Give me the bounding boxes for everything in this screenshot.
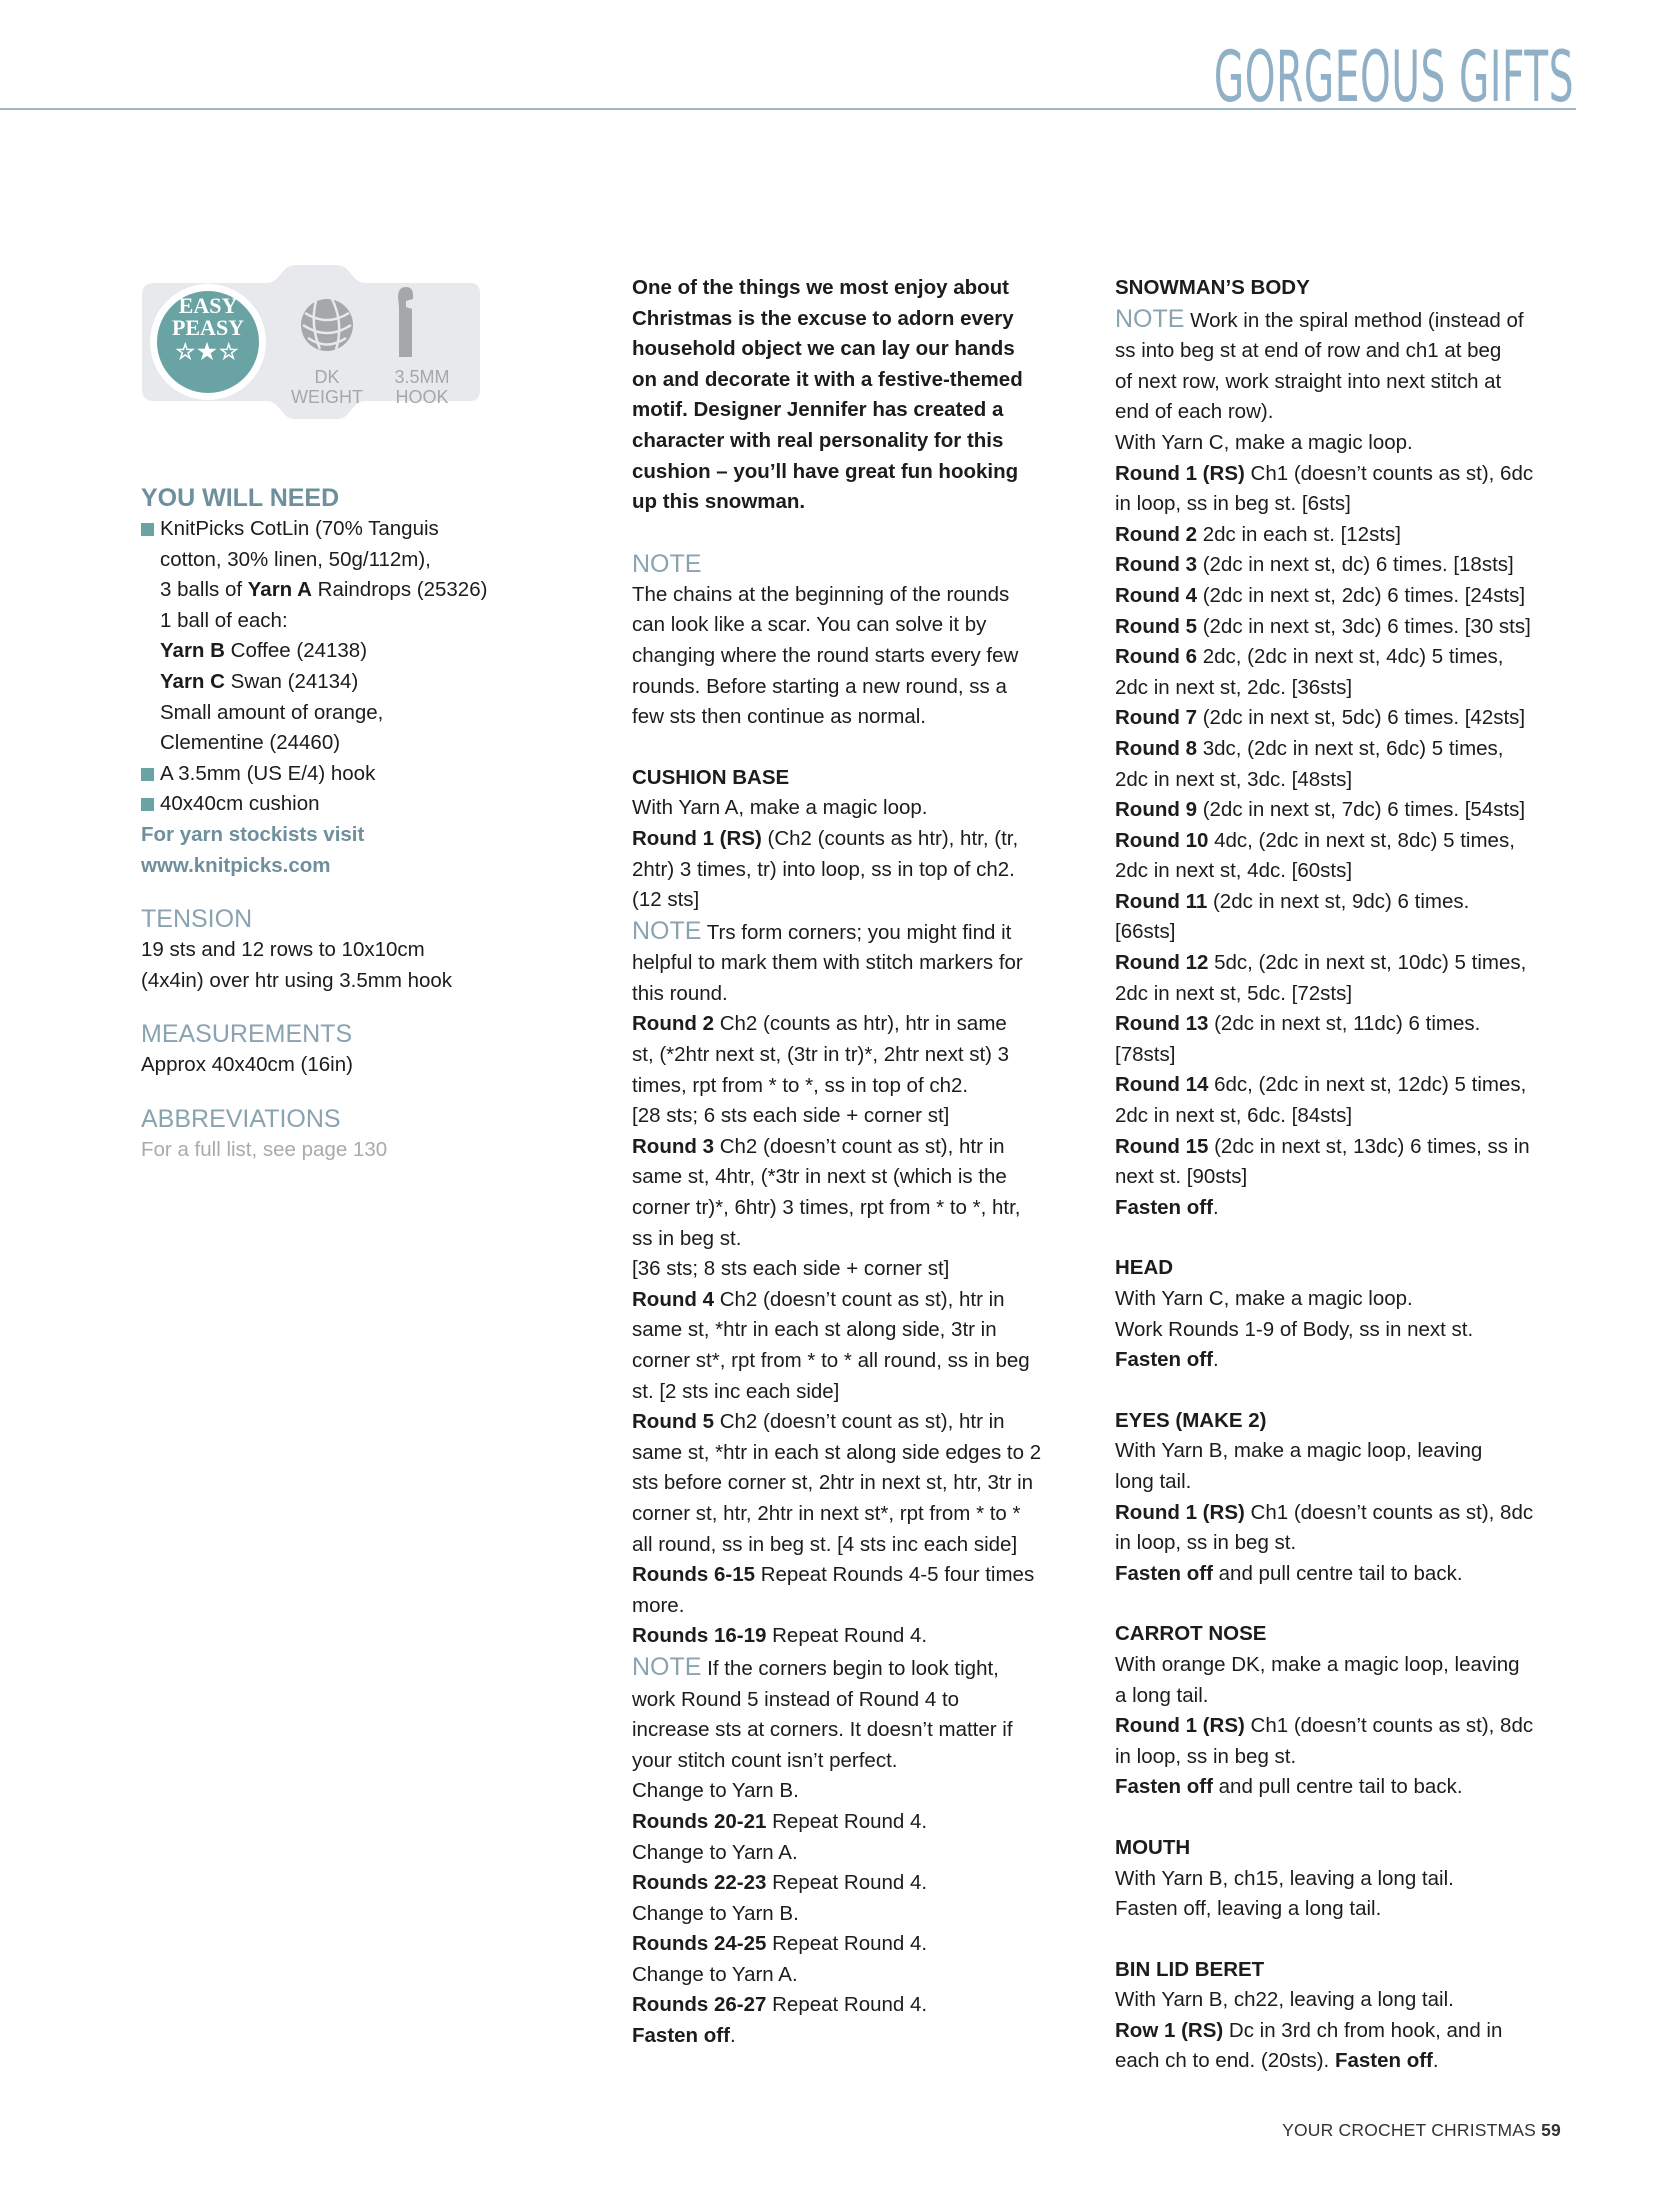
- instruction-line: With Yarn C, make a magic loop.: [1115, 1287, 1413, 1310]
- tension-heading: TENSION: [141, 905, 253, 934]
- instruction-line: Round 11 (2dc in next st, 9dc) 6 times.: [1115, 889, 1470, 913]
- instruction-line: Fasten off.: [1115, 1348, 1219, 1372]
- instruction-line: this round.: [632, 981, 728, 1005]
- instruction-line: With Yarn B, ch15, leaving a long tail.: [1115, 1866, 1454, 1890]
- instruction-line: Round 15 (2dc in next st, 13dc) 6 times, ss in: [1115, 1134, 1530, 1158]
- instruction-line: 2htr) 3 times, tr) into loop, ss in top of ch2.: [632, 857, 1015, 881]
- stockists-note: For yarn stockists visit: [141, 822, 365, 846]
- eyes-heading: EYES (MAKE 2): [1115, 1408, 1267, 1432]
- instruction-line: Fasten off and pull centre tail to back.: [1115, 1775, 1463, 1799]
- note-heading: NOTE: [632, 549, 702, 578]
- materials-line: Clementine (24460): [160, 731, 341, 755]
- instruction-line: more.: [632, 1593, 685, 1617]
- instruction-line: Rounds 22-23 Repeat Round 4.: [632, 1871, 928, 1895]
- note-text: The chains at the beginning of the rounds can look like a scar. You can solve it by changing where the round starts every few rounds. Before starting a new round, ss a few sts then continue as normal.: [632, 582, 1019, 729]
- hook-line2: HOOK: [395, 387, 449, 407]
- weight-line2: WEIGHT: [291, 387, 363, 407]
- materials-hook: A 3.5mm (US E/4) hook: [141, 759, 501, 790]
- instruction-line: Round 4 Ch2 (doesn’t count as st), htr in: [632, 1287, 1005, 1311]
- bin-lid-beret-instructions: With Yarn B, ch22, leaving a long tail. Row 1 (RS) Dc in 3rd ch from hook, and in each ch to end. (20sts). Fasten off.: [1115, 1988, 1503, 2073]
- instruction-line: NOTE If the corners begin to look tight,: [632, 1652, 999, 1681]
- difficulty-line2: PEASY: [171, 315, 245, 340]
- crochet-hook-icon: [398, 287, 413, 357]
- instruction-line: NOTE Work in the spiral method (instead of: [1115, 304, 1524, 333]
- bin-lid-beret-heading: BIN LID BERET: [1115, 1957, 1265, 1981]
- abbreviations-text: For a full list, see page 130: [141, 1137, 388, 1161]
- hook-label: [375, 367, 469, 407]
- carrot-nose-heading: CARROT NOSE: [1115, 1622, 1267, 1646]
- instruction-line: (12 sts]: [632, 888, 700, 912]
- mouth-heading: MOUTH: [1115, 1835, 1191, 1859]
- abbreviations-heading: ABBREVIATIONS: [141, 1104, 341, 1133]
- instruction-line: Round 3 Ch2 (doesn’t count as st), htr in: [632, 1134, 1005, 1158]
- instruction-line: Round 2 Ch2 (counts as htr), htr in same: [632, 1012, 1007, 1036]
- instruction-line: 2dc in next st, 5dc. [72sts]: [1115, 981, 1353, 1005]
- sidebar-column: [141, 482, 501, 1166]
- instruction-line: Round 1 (RS) (Ch2 (counts as htr), htr, (tr,: [632, 826, 1019, 850]
- tension-text: 19 sts and 12 rows to 10x10cm: [141, 938, 425, 962]
- head-heading: HEAD: [1115, 1256, 1174, 1280]
- instruction-line: long tail.: [1115, 1469, 1192, 1493]
- hook-line1: 3.5MM: [394, 367, 450, 387]
- instruction-line: With Yarn C, make a magic loop.: [1115, 430, 1413, 454]
- instruction-line: Rounds 16-19 Repeat Round 4.: [632, 1624, 928, 1648]
- tension-text: (4x4in) over htr using 3.5mm hook: [141, 968, 453, 992]
- magazine-name: YOUR CROCHET CHRISTMAS: [1282, 2120, 1537, 2140]
- instruction-line: increase sts at corners. It doesn’t matter if: [632, 1718, 1013, 1742]
- page-footer: [1282, 2120, 1561, 2141]
- instruction-line: Round 13 (2dc in next st, 11dc) 6 times.: [1115, 1012, 1481, 1036]
- instruction-line: end of each row).: [1115, 400, 1274, 424]
- instruction-line: Round 7 (2dc in next st, 5dc) 6 times. [42sts]: [1115, 706, 1526, 730]
- instruction-line: work Round 5 instead of Round 4 to: [632, 1687, 960, 1711]
- carrot-nose-instructions: [1115, 1650, 1565, 1803]
- instruction-line: Work Rounds 1-9 of Body, ss in next st.: [1115, 1317, 1474, 1341]
- instruction-line: Change to Yarn A.: [632, 1962, 798, 1986]
- instruction-line: Fasten off.: [632, 2024, 736, 2048]
- eyes-instructions: [1115, 1436, 1565, 1589]
- section-title: GORGEOUS GIFTS: [1213, 36, 1574, 118]
- stockists-link[interactable]: www.knitpicks.com: [141, 853, 331, 877]
- pattern-column-middle: [632, 273, 1072, 2052]
- instruction-line: Round 4 (2dc in next st, 2dc) 6 times. [24sts]: [1115, 583, 1526, 607]
- instruction-line: Round 8 3dc, (2dc in next st, 6dc) 5 times,: [1115, 736, 1504, 760]
- instruction-line: Fasten off, leaving a long tail.: [1115, 1897, 1382, 1921]
- intro-text: One of the things we most enjoy about Christmas is the excuse to adorn every household object we can lay our hands on and decorate it with a festive-themed motif. Designer Jennifer has created a character with real personality for this cushion – you’ll have great fun hooking up this snowman.: [632, 276, 1023, 514]
- instruction-line: same st, *htr in each st along side, 3tr in: [632, 1318, 997, 1342]
- mouth-instructions: [1115, 1864, 1565, 1925]
- yarn-ball-icon: [301, 299, 353, 351]
- instruction-line: [66sts]: [1115, 920, 1176, 944]
- materials-line: Small amount of orange,: [160, 700, 384, 724]
- measurements-heading: MEASUREMENTS: [141, 1020, 353, 1049]
- instruction-line: With Yarn A, make a magic loop.: [632, 796, 928, 820]
- instruction-line: NOTE Trs form corners; you might find it: [632, 916, 1012, 945]
- instruction-line: sts before corner st, 2htr in next st, htr, 3tr in: [632, 1471, 1034, 1495]
- instruction-line: same st, 4htr, (*3tr in next st (which is the: [632, 1165, 1007, 1189]
- instruction-line: in loop, ss in beg st.: [1115, 1744, 1297, 1768]
- materials-line: cotton, 30% linen, 50g/112m),: [160, 547, 431, 571]
- difficulty-label: [160, 295, 256, 363]
- instruction-line: Rounds 20-21 Repeat Round 4.: [632, 1809, 928, 1833]
- instruction-line: next st. [90sts]: [1115, 1165, 1248, 1189]
- instruction-line: corner st, htr, 2htr in next st*, rpt from * to *: [632, 1501, 1021, 1525]
- snowman-body-heading: SNOWMAN’S BODY: [1115, 276, 1310, 299]
- instruction-line: your stitch count isn’t perfect.: [632, 1748, 898, 1772]
- instruction-line: Round 1 (RS) Ch1 (doesn’t counts as st), 6dc: [1115, 461, 1534, 485]
- instruction-line: [78sts]: [1115, 1042, 1176, 1066]
- page-number: 59: [1541, 2120, 1561, 2140]
- instruction-line: Round 2 2dc in each st. [12sts]: [1115, 522, 1401, 546]
- instruction-line: Round 5 (2dc in next st, 3dc) 6 times. [30 sts]: [1115, 614, 1531, 638]
- head-instructions: [1115, 1284, 1565, 1376]
- instruction-line: Round 1 (RS) Ch1 (doesn’t counts as st), 8dc: [1115, 1714, 1534, 1738]
- instruction-line: 2dc in next st, 2dc. [36sts]: [1115, 675, 1353, 699]
- pattern-column-right: [1115, 273, 1565, 2077]
- instruction-line: corner tr)*, 6htr) 3 times, rpt from * to *, htr,: [632, 1196, 1021, 1220]
- instruction-line: Rounds 24-25 Repeat Round 4.: [632, 1932, 928, 1956]
- instruction-line: st, (*2htr next st, (3tr in tr)*, 2htr next st) 3: [632, 1043, 1010, 1067]
- instruction-line: st. [2 sts inc each side]: [632, 1379, 840, 1403]
- instruction-line: Round 1 (RS) Ch1 (doesn’t counts as st), 8dc: [1115, 1500, 1534, 1524]
- instruction-line: 2dc in next st, 6dc. [84sts]: [1115, 1104, 1353, 1128]
- instruction-line: Round 12 5dc, (2dc in next st, 10dc) 5 times,: [1115, 951, 1527, 975]
- instruction-line: same st, *htr in each st along side edges to 2: [632, 1440, 1042, 1464]
- instruction-line: Rounds 26-27 Repeat Round 4.: [632, 1993, 928, 2017]
- instruction-line: [36 sts; 8 sts each side + corner st]: [632, 1257, 950, 1281]
- instruction-line: Round 10 4dc, (2dc in next st, 8dc) 5 times,: [1115, 828, 1515, 852]
- instruction-line: in loop, ss in beg st. [6sts]: [1115, 492, 1351, 516]
- materials-line: Yarn C Swan (24134): [160, 669, 359, 693]
- instruction-line: Round 6 2dc, (2dc in next st, 4dc) 5 times,: [1115, 645, 1504, 669]
- instruction-line: [28 sts; 6 sts each side + corner st]: [632, 1104, 950, 1128]
- weight-label: [280, 367, 374, 407]
- instruction-line: corner st*, rpt from * to * all round, ss in beg: [632, 1349, 1030, 1372]
- instruction-line: ss into beg st at end of row and ch1 at beg: [1115, 339, 1502, 363]
- difficulty-stars: ☆★☆: [175, 339, 241, 364]
- instruction-line: Rounds 6-15 Repeat Rounds 4-5 four times: [632, 1563, 1035, 1587]
- instruction-line: a long tail.: [1115, 1683, 1209, 1707]
- cushion-base-instructions: [632, 793, 1072, 2051]
- instruction-line: helpful to mark them with stitch markers for: [632, 951, 1023, 975]
- instruction-line: Fasten off.: [1115, 1195, 1219, 1219]
- materials-yarn: KnitPicks CotLin (70% Tanguis: [141, 514, 501, 545]
- cushion-base-heading: CUSHION BASE: [632, 765, 790, 789]
- instruction-line: Change to Yarn B.: [632, 1779, 799, 1803]
- instruction-line: Round 9 (2dc in next st, 7dc) 6 times. [54sts]: [1115, 798, 1526, 822]
- materials-line: 3 balls of Yarn A Raindrops (25326): [160, 578, 488, 602]
- instruction-line: Fasten off and pull centre tail to back.: [1115, 1561, 1463, 1585]
- instruction-line: Round 5 Ch2 (doesn’t count as st), htr in: [632, 1410, 1005, 1434]
- materials-line: 1 ball of each:: [160, 608, 288, 632]
- snowman-body-instructions: [1115, 304, 1565, 1224]
- instruction-line: all round, ss in beg st. [4 sts inc each side]: [632, 1532, 1018, 1556]
- instruction-line: With Yarn B, make a magic loop, leaving: [1115, 1439, 1483, 1463]
- instruction-line: 2dc in next st, 3dc. [48sts]: [1115, 767, 1353, 791]
- instruction-line: With orange DK, make a magic loop, leaving: [1115, 1652, 1520, 1676]
- instruction-line: 2dc in next st, 4dc. [60sts]: [1115, 859, 1353, 883]
- weight-line1: DK: [314, 367, 340, 387]
- instruction-line: Round 14 6dc, (2dc in next st, 12dc) 5 times,: [1115, 1073, 1527, 1097]
- instruction-line: Change to Yarn A.: [632, 1840, 798, 1864]
- instruction-line: times, rpt from * to *, ss in top of ch2.: [632, 1073, 969, 1097]
- instruction-line: in loop, ss in beg st.: [1115, 1531, 1297, 1555]
- instruction-line: of next row, work straight into next stitch at: [1115, 369, 1502, 393]
- you-will-need-heading: YOU WILL NEED: [141, 484, 340, 512]
- instruction-line: Round 3 (2dc in next st, dc) 6 times. [18sts]: [1115, 553, 1514, 577]
- measurements-text: Approx 40x40cm (16in): [141, 1053, 353, 1077]
- difficulty-line1: EASY: [178, 293, 238, 318]
- instruction-line: ss in beg st.: [632, 1226, 742, 1250]
- materials-cushion: 40x40cm cushion: [141, 789, 501, 820]
- skill-badge: [140, 265, 482, 420]
- materials-line: Yarn B Coffee (24138): [160, 639, 368, 663]
- instruction-line: Change to Yarn B.: [632, 1901, 799, 1925]
